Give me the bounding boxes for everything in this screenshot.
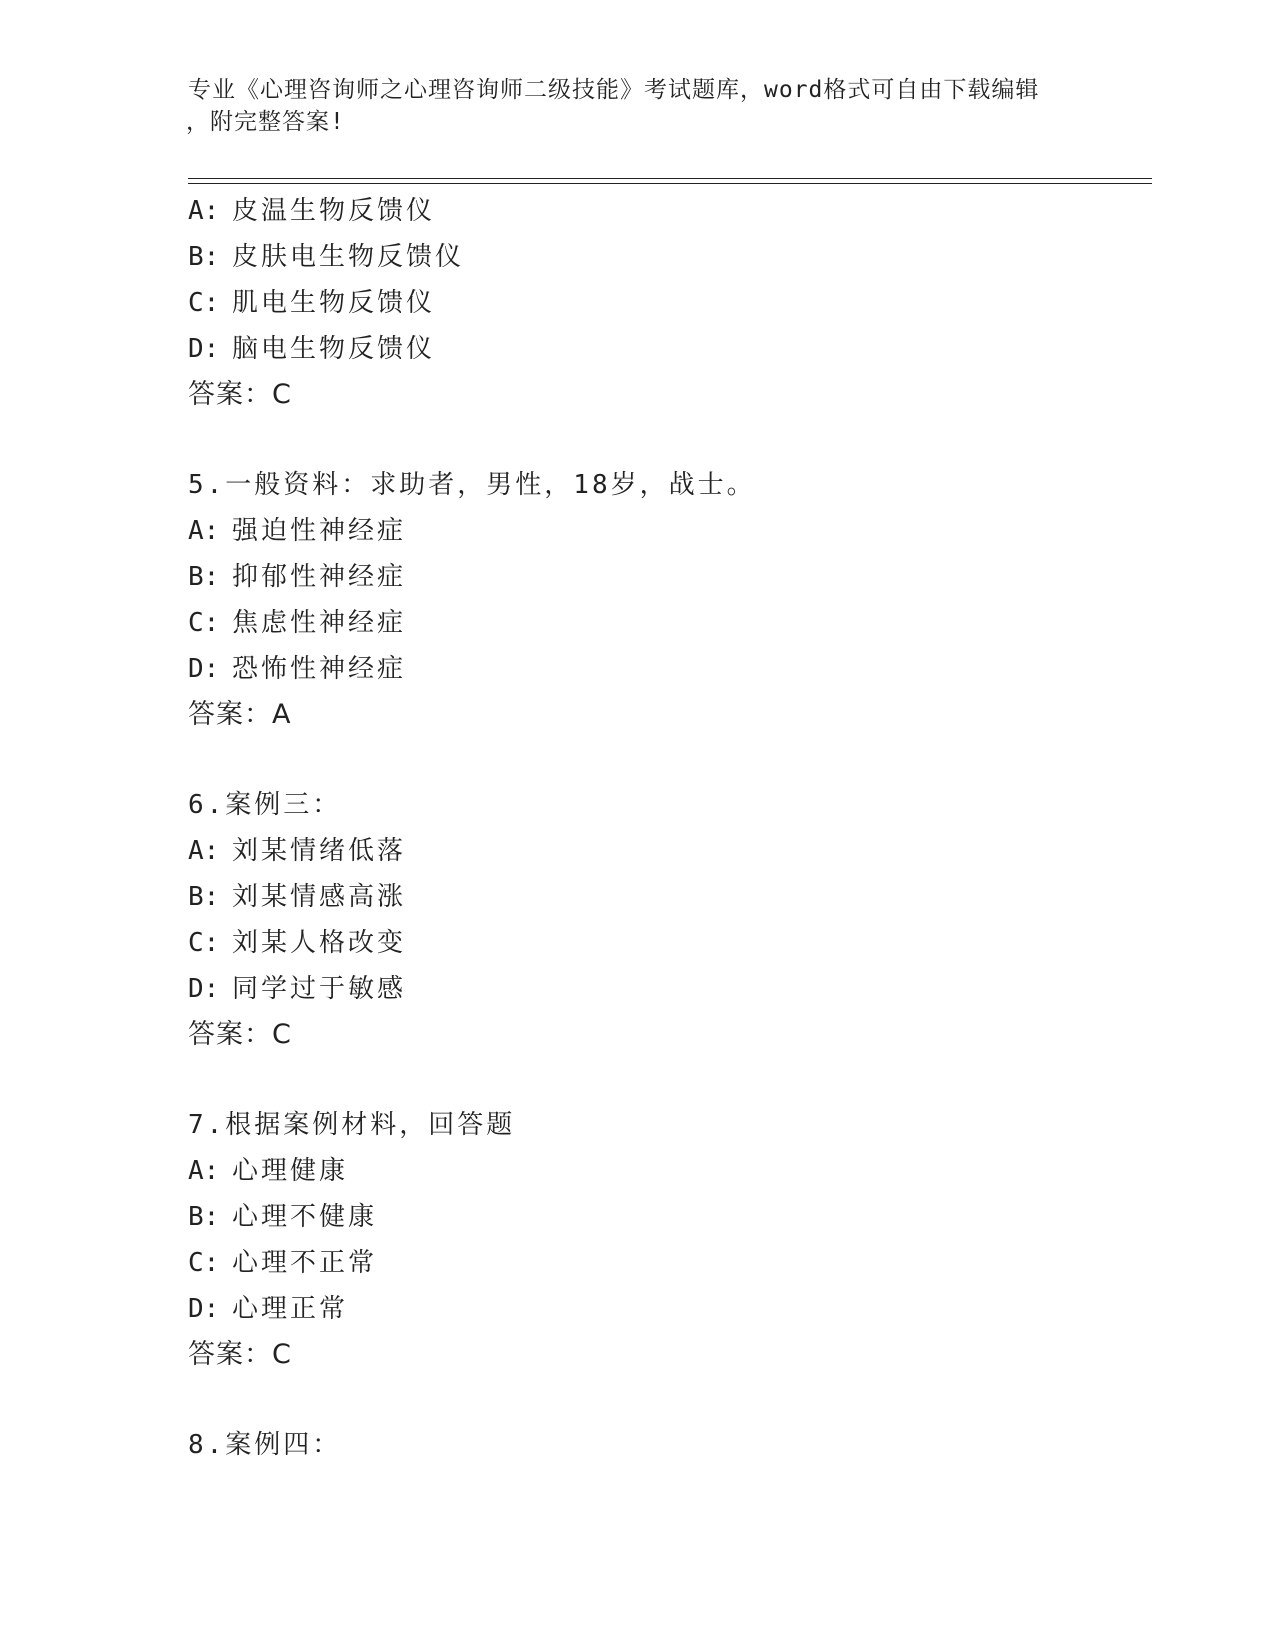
option-text: 皮温生物反馈仪	[232, 196, 436, 226]
option-c	[188, 1240, 1148, 1286]
option-label: C:	[188, 288, 220, 318]
question-6	[188, 782, 1148, 1058]
option-label: A:	[188, 516, 220, 546]
question-4	[188, 188, 1148, 418]
question-text: 7.根据案例材料，回答题	[188, 1110, 516, 1140]
option-label: C:	[188, 608, 220, 638]
option-c	[188, 600, 1148, 646]
answer: 答案：C	[188, 1339, 292, 1370]
option-label: B:	[188, 1202, 220, 1232]
option-b	[188, 554, 1148, 600]
question-text: 6.案例三：	[188, 790, 342, 820]
option-c	[188, 920, 1148, 966]
option-c	[188, 280, 1148, 326]
option-d	[188, 966, 1148, 1012]
option-a	[188, 828, 1148, 874]
option-text: 抑郁性神经症	[232, 562, 407, 592]
document-header	[188, 74, 1088, 138]
option-label: A:	[188, 196, 220, 226]
option-label: B:	[188, 882, 220, 912]
question-text: 5.一般资料：求助者，男性，18岁，战士。	[188, 470, 756, 500]
option-a	[188, 1148, 1148, 1194]
answer: 答案：C	[188, 379, 292, 410]
option-label: C:	[188, 1248, 220, 1278]
option-text: 心理不正常	[232, 1248, 378, 1278]
spacer	[188, 418, 1148, 462]
header-line-2: ，附完整答案!	[186, 109, 345, 135]
option-text: 强迫性神经症	[232, 516, 407, 546]
question-7	[188, 1102, 1148, 1378]
option-label: A:	[188, 836, 220, 866]
question-5	[188, 462, 1148, 738]
question-list	[188, 188, 1148, 1468]
option-label: D:	[188, 1294, 220, 1324]
option-d	[188, 646, 1148, 692]
option-label: D:	[188, 334, 220, 364]
question-8	[188, 1422, 1148, 1468]
option-label: C:	[188, 928, 220, 958]
option-label: A:	[188, 1156, 220, 1186]
option-label: B:	[188, 242, 220, 272]
option-text: 心理正常	[232, 1294, 349, 1324]
option-label: B:	[188, 562, 220, 592]
option-label: D:	[188, 974, 220, 1004]
option-text: 心理不健康	[232, 1202, 378, 1232]
option-a	[188, 188, 1148, 234]
option-text: 同学过于敏感	[232, 974, 407, 1004]
option-text: 刘某情绪低落	[232, 836, 407, 866]
question-text: 8.案例四：	[188, 1430, 342, 1460]
option-text: 恐怖性神经症	[232, 654, 407, 684]
header-line-1: 专业《心理咨询师之心理咨询师二级技能》考试题库，word格式可自由下载编辑	[188, 77, 1040, 103]
answer: 答案：C	[188, 1019, 292, 1050]
option-text: 刘某人格改变	[232, 928, 407, 958]
option-text: 皮肤电生物反馈仪	[232, 242, 465, 272]
header-divider-bottom	[188, 183, 1152, 184]
option-d	[188, 1286, 1148, 1332]
option-text: 肌电生物反馈仪	[232, 288, 436, 318]
option-b	[188, 1194, 1148, 1240]
option-text: 刘某情感高涨	[232, 882, 407, 912]
spacer	[188, 738, 1148, 782]
spacer	[188, 1378, 1148, 1422]
option-text: 脑电生物反馈仪	[232, 334, 436, 364]
option-b	[188, 874, 1148, 920]
option-d	[188, 326, 1148, 372]
option-b	[188, 234, 1148, 280]
option-label: D:	[188, 654, 220, 684]
spacer	[188, 1058, 1148, 1102]
header-divider-top	[188, 178, 1152, 179]
answer: 答案：A	[188, 699, 292, 730]
option-text: 焦虑性神经症	[232, 608, 407, 638]
option-a	[188, 508, 1148, 554]
option-text: 心理健康	[232, 1156, 349, 1186]
